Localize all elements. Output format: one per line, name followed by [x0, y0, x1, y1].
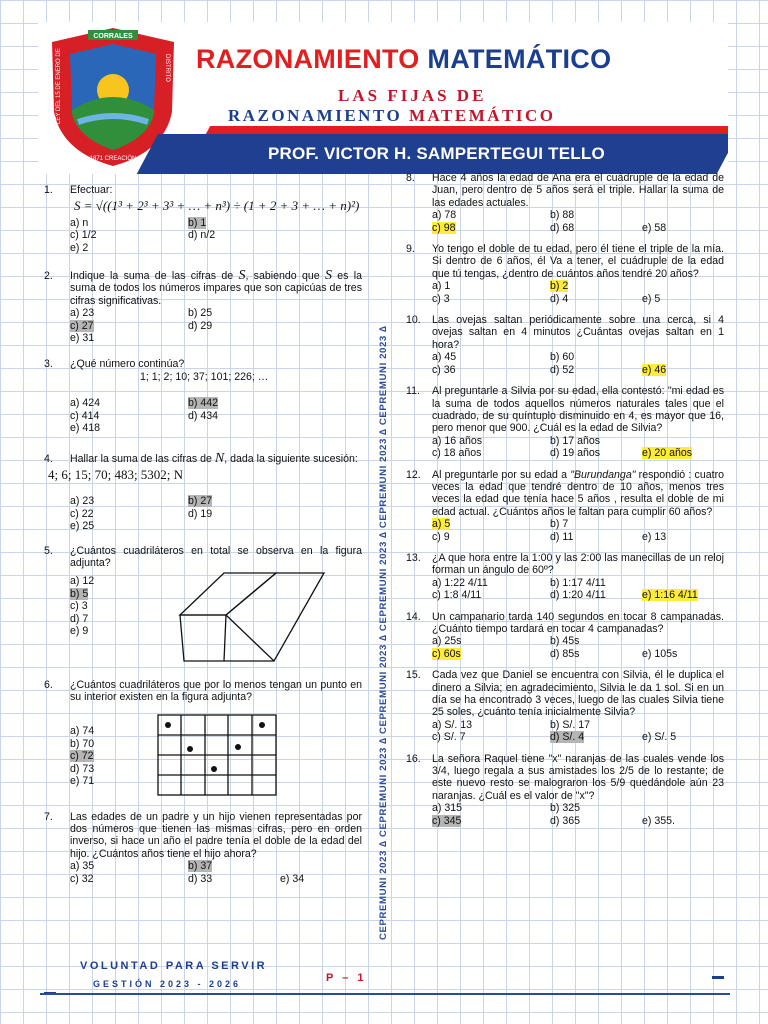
footer-mark-right	[712, 976, 724, 979]
question-3: 3. ¿Qué número continúa? 1; 1; 2; 10; 37; 101; 226; … a) 424 b) 442 c) 414 d) 434 e) 418	[44, 358, 362, 434]
sequence: 1; 1; 2; 10; 37; 101; 226; …	[140, 370, 269, 383]
vertical-watermark: CEPREMUNI 2023 ∆ CEPREMUNI 2023 ∆ CEPREMUNI 2023 ∆ CEPREMUNI 2023 ∆ CEPREMUNI 2023 ∆ CEPREMUNI 2023 ∆	[378, 325, 389, 940]
footer-gestion: GESTIÓN 2023 - 2026	[93, 979, 242, 989]
left-column	[44, 184, 362, 894]
subtitle-line-1: LAS FIJAS DE	[338, 86, 487, 105]
question-9: 9. Yo tengo el doble de tu edad, pero él tiene el triple de la mía. Si dentro de 6 años, él Va a tener, el cuádruple de la edad que tú tengas, ¿dentro de cuántos años tendré 20 años? a) 1 b) 2 c) 3 d) 4 e) 5	[406, 243, 724, 305]
question-14: 14. Un campanario tarda 140 segundos en tocar 8 campanadas. ¿Cuánto tiempo tardará en tocar 4 campanadas? a) 25s b) 45s c) 60s d) 85s e) 105s	[406, 610, 724, 660]
question-8: 8. Hace 4 años la edad de Ana era el cuádruple de la edad de Juan, pero dentro de 5 años será el triple. Hallar la suma de las edades actuales. a) 78 b) 88 c) 98 d) 68 e) 58	[406, 172, 724, 234]
question-6: 6. ¿Cuántos cuadriláteros que por lo menos tengan un punto en su interior existen en la figura adjunta? a) 74 b) 70 c) 72 d) 73 e) 71	[44, 679, 362, 797]
crest-left-text: LEY DEL 15 DE ENERO DE	[56, 48, 62, 124]
page-number: P – 1	[326, 972, 367, 984]
page-title: RAZONAMIENTO MATEMÁTICO	[196, 44, 612, 74]
header-banner	[38, 22, 728, 174]
crest-right-text: DISTRITO	[164, 54, 170, 82]
crest-bottom-text: 1871 CREACIÓN	[89, 156, 137, 162]
question-12: 12. Al preguntarle por su edad a "Burundanga" respondió : cuatro veces la edad que tendré dentro de 10 años, menos tres veces la edad que tenía hace 5 años , resulta el doble de mi edad actual. ¿Cuántos años le faltan para cumplir 60 años? a) 5 b) 7 c) 9 d) 11 e) 13	[406, 468, 725, 543]
question-7: 7. Las edades de un padre y un hijo vienen representadas por dos números que tienen las mismas cifras, pero en orden inverso, si hace un año el padre tenía el doble de la edad del hijo. ¿Cuántos años tiene el hijo ahora? a) 35 b) 37 c) 32 d) 33 e) 34	[44, 810, 362, 885]
question-10: 10. Las ovejas saltan periódicamente sobre una cerca, si 4 ovejas saltan en 4 minutos ¿Cuántas ovejas saltan en 1 hora? a) 45 b) 60 c) 36 d) 52 e) 46	[406, 314, 724, 376]
grid-points-figure	[156, 713, 280, 799]
formula: S = √((1³ + 2³ + 3³ + … + n³) ÷ (1 + 2 + 3 + … + n)²)	[74, 198, 360, 214]
header-red-stripe	[206, 126, 728, 134]
sequence: 4; 6; 15; 70; 483; 5302; N	[48, 466, 184, 482]
professor-name: PROF. VICTOR H. SAMPERTEGUI TELLO	[268, 144, 605, 163]
question-1: 1. Efectuar: S = √((1³ + 2³ + 3³ + … + n³) ÷ (1 + 2 + 3 + … + n)²) a) n b) 1 c) 1/2 d) n/2 e) 2	[44, 184, 362, 254]
right-column	[406, 172, 724, 836]
question-16: 16. La señora Raquel tiene "x" naranjas de las cuales vende los 3/4, luego regala a sus amistades los 2/5 de lo restante; de este nuevo resto se malograron los 5/9 quedándole aún 23 naranjas. ¿Cuál es el valor de "x"? a) 315 b) 325 c) 345 d) 365 e) 355.	[406, 752, 724, 827]
subtitle-line-2: RAZONAMIENTO MATEMÁTICO	[228, 106, 556, 125]
question-15: 15. Cada vez que Daniel se encuentra con Silvia, él le duplica el dinero a Silvia; en agradecimiento, Silvia le da 1 sol. Si en un día se ha encontrado 3 veces, luego de las cuales Silvia tiene 25 soles, ¿cuánto tenía inicialmente Silvia? a) S/. 13 b) S/. 17 c) S/. 7 d) S/. 4 e) S/. 5	[406, 669, 724, 744]
footer-line	[40, 993, 730, 995]
question-13: 13. ¿A que hora entre la 1:00 y las 2:00 las manecillas de un reloj forman un ángulo de 60º? a) 1:22 4/11 b) 1:17 4/11 c) 1:8 4/11 d) 1:20 4/11 e) 1:16 4/11	[406, 551, 724, 602]
crest-top-text: CORRALES	[93, 33, 133, 40]
question-5: 5. ¿Cuántos cuadriláteros en total se observa en la figura adjunta? a) 12 b) 5 c) 3 d) 7 e) 9	[44, 545, 362, 665]
quadrilateral-figure	[176, 569, 336, 669]
question-4: 4. Hallar la suma de las cifras de N, dada la siguiente sucesión: 4; 6; 15; 70; 483; 5302; N a) 23 b) 27 c) 22 d) 19 e) 25	[44, 453, 362, 533]
question-2: 2. Indique la suma de las cifras de S, sabiendo que S es la suma de todos los números impares que son capicúas de tres cifras significativas. a) 23 b) 25 c) 27 d) 29 e) 31	[44, 268, 363, 345]
question-11: 11. Al preguntarle a Silvia por su edad, ella contestó: "mi edad es la suma de todos aquellos números naturales tales que el cuadrado, de su quíntuplo disminuido en 4, es mayor que 16, pero menor que 900. ¿Cuál es la edad de Silvia? a) 16 años b) 17 años c) 18 años d) 19 años e) 20 años	[406, 385, 724, 460]
footer-motto: VOLUNTAD PARA SERVIR	[80, 960, 268, 972]
